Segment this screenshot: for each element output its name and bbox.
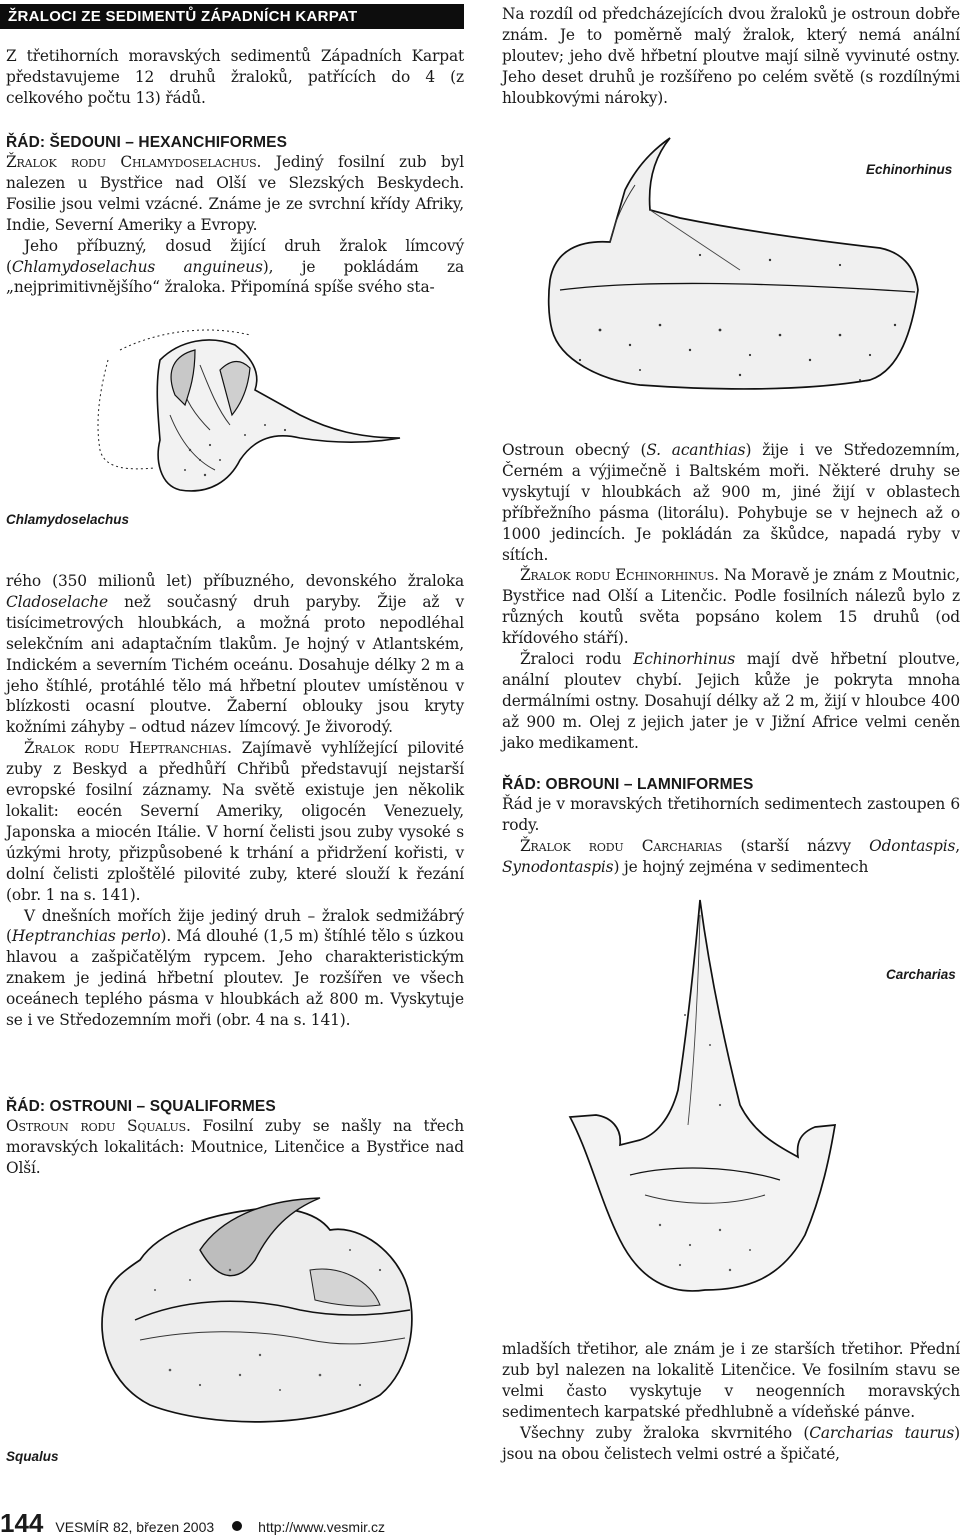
squalus-tooth-illustration [80,1190,440,1440]
carcharias-distribution-paragraph: mladších třetihor, ale znám je i ze starších třetihor. Přední zub byl nalezen na lokalitě Litenčice. Ve fosilním stavu se velmi často vyskytuje v neogenních moravských sedimentech karpatské předhlubně a vídeňské pánve. [502,1340,960,1421]
lamniformes-block [502,775,960,878]
carcharias-tooth-illustration [560,895,850,1305]
carcharias-caption: Carcharias [886,967,956,982]
squalus-label: Ostroun rodu Squalus. [6,1117,191,1135]
echinorhinus-caption: Echinorhinus [866,162,953,177]
squaliformes-block [6,1097,464,1179]
intro-paragraph: Z třetihorních moravských sedimentů Západních Karpat představujeme 12 druhů žraloků, patřících do 4 (z celkového počtu 13) řádů. [6,47,464,107]
lamniformes-heading: ŘÁD: OBROUNI – LAMNIFORMES [502,776,754,793]
squalus-caption: Squalus [6,1449,59,1464]
page-number: 144 [0,1508,44,1538]
echinorhinus-biology-paragraph: Žraloci rodu Echinorhinus mají dvě hřbetní ploutve, anální ploutev chybí. Jejich kůže je pokryta mnoha dermálními ostny. Dosahují délky až 2 m, žijí v hloubce 400 až 900 m. Olej z jejich jater je v Jižní Africe velmi ceněn jako medikament. [502,650,960,752]
hexanchiformes-heading: ŘÁD: ŠEDOUNI – HEXANCHIFORMES [6,134,288,151]
perlo-paragraph: V dnešních mořích žije jediný druh – žralok sedmižábrý (Heptranchias perlo). Má dlouhé (1,5 m) štíhlé tělo s úzkou hlavou a zašpičatělým rypcem. Jeho charakteristickým znakem je jediná hřbetní ploutev. Je rozšířen ve všech oceánech teplého pásma v hloubkách až 800 m. Vyskytuje se i ve Středozemním moři (obr. 4 na s. 141). [6,906,464,1030]
echinorhinus-paragraph: Žralok rodu Echinorhinus. Na Moravě je znám z Moutnic, Bystřice nad Olší a Litenčic. Podle fosilních nálezů bylo z různých koutů světa popsáno kolem 15 druhů (od křídového stáří). [502,566,960,648]
lamniformes-intro-paragraph: Řád je v moravských třetihorních sedimentech zastoupen 6 rody. [502,795,960,834]
magazine-url[interactable]: http://www.vesmir.cz [258,1519,385,1535]
chlamydoselachus-label: Žralok rodu Chlamydoselachus. [6,153,262,171]
taurus-paragraph: Všechny zuby žraloka skvrnitého (Carcharias taurus) jsou na obou čelistech velmi ostré a špičaté, [502,1423,960,1463]
section-banner: ŽRALOCI ZE SEDIMENTŮ ZÁPADNÍCH KARPAT [0,4,464,29]
heptranchias-label: Žralok rodu Heptranchias. [24,739,232,758]
squaliformes-heading: ŘÁD: OSTROUNI – SQUALIFORMES [6,1098,276,1115]
lamniformes-continuation [502,1339,960,1464]
squaliformes-continuation [502,440,960,754]
anguineus-paragraph: Jeho příbuzný, dosud žijící druh žralok límcový (Chlamydoselachus anguineus), je pokládám za „nejprimitivnějšího“ žraloka. Připomíná spíše svého sta- [6,236,464,297]
hexanchiformes-block [6,133,464,298]
heptranchias-paragraph: Žralok rodu Heptranchias. Zajímavě vyhlížející pilovité zuby z Beskyd a předhůří Chřibů představují nejstarší evropské fosilní záznamy. Na světě existuje jen několik lokalit: eocén Severní Ameriky, oligocén Venezuely, Japonska a miocén Itálie. V horní čelisti jsou zuby vysoké s úzkými hroty, přizpůsobené k trhání a přidržení kořisti, v dolní čelisti zploštělé pilovité zuby, které slouží k řezání (obr. 1 na s. 141). [6,739,464,904]
magazine-issue: VESMÍR 82, březen 2003 [55,1519,215,1535]
acanthias-paragraph: Ostroun obecný (S. acanthias) žije i ve Středozemním, Černém a výjimečně i Baltském moři. Některé druhy se vyskytují v hloubkách až 900 m, jiné žijí v oblastech příbřežního pásma (litorálu). Pohybuje se v hejnech až o 1000 jedincích. Je pokládán za škůdce, napadá ryby v sítích. [502,441,960,564]
carcharias-paragraph: Žralok rodu Carcharias (starší názvy Odontaspis, Synodontaspis) je hojný zejména v sedimentech [502,836,960,876]
squalus-description [502,4,960,109]
carcharias-label: Žralok rodu Carcharias [520,836,723,855]
squalus-paragraph: Ostroun rodu Squalus. Fosilní zuby se našly na třech moravských lokalitách: Moutnice, Litenčice a Bystřice nad Olší. [6,1117,464,1177]
page-footer [0,1510,500,1537]
chlamydoselachus-tooth-illustration [60,320,450,535]
ostroun-paragraph: Na rozdíl od předcházejících dvou žraloků je ostroun dobře znám. Je to poměrně malý žralok, který nemá anální ploutev; jeho dvě hřbetní ploutve mají silně vyvinuté ostny. Jeho deset druhů je rozšířeno po celém světě (s rozdílnými hloubkovými nároky). [502,5,960,107]
echinorhinus-label: Žralok rodu Echinorhinus. [520,566,719,585]
hexanchiformes-continuation [6,571,464,1031]
chlamydoselachus-caption: Chlamydoselachus [6,512,130,527]
bullet-dot-icon [232,1521,242,1531]
cladoselache-paragraph: rého (350 milionů let) příbuzného, devonského žraloka Cladoselache než současný druh paryby. Žije až v tisícimetrových hloubkách, a možná proto nepodléhal selekčním ani adaptačním tlakům. Je hojný v Atlantském, Indickém a severním Tichém oceánu. Dosahuje délky 2 m a jeho štíhlé, protáhlé tělo má hřbetní ploutev umístěnou v blízkosti ocasní ploutve. Žaberní oblouky jsou kryty kožními záhyby – odtud název límcový. Je živorodý. [6,572,464,737]
chlamydoselachus-paragraph: Žralok rodu Chlamydoselachus. Jediný fosilní zub byl nalezen u Bystřice nad Olší ve Slezských Beskydech. Fosilie jsou velmi vzácné. Známe je ze svrchní křídy Afriky, Indie, Severní Ameriky a Evropy. [6,153,464,234]
intro-text [6,46,464,109]
